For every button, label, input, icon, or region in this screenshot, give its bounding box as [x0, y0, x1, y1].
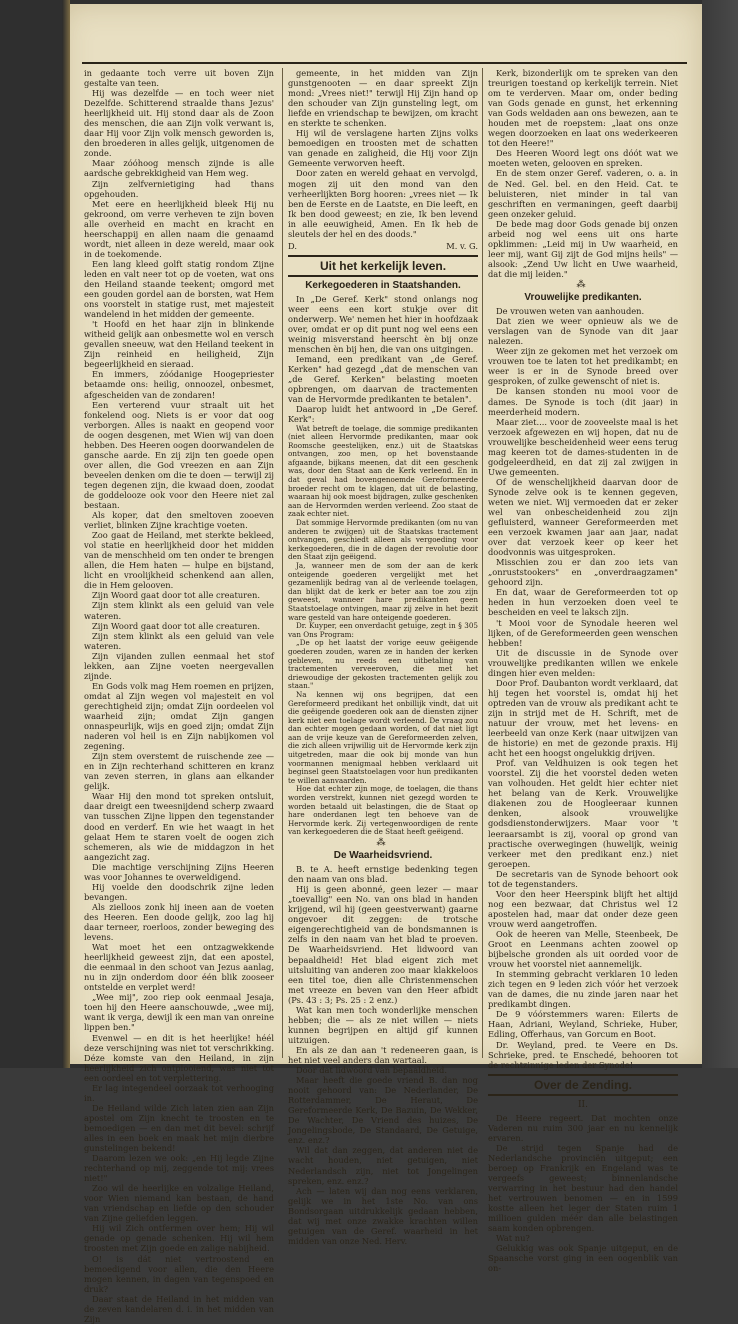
paragraph: Wat betreft de toelage, die sommige predikanten (niet alleen Hervormde predikanten, maar ook Roomsche geestelijken, enz.) uit de Staatskas ontvangen, zoo men, op het bovenstaande afgaande, bijkans meenen, dat dit een geschenk was, door den Staat aan de Kerk verleend. En in dat geval had bovengenoemde Gereformeerde broeder recht om te klagen, dat uit de belasting, waaraan hij ook moest bijdragen, zulke geschenken aan de Hervormden werden verleend. Zoo staat de zaak echter niet.: [288, 423, 478, 519]
paragraph: Na kennen wij ons begrijpen, dat een Gereformeerd predikant het onbillijk vindt, dat uit die geëigende goederen ook aan de diensten zijner kerk niet een toelage wordt verleend. De vraag zou dan echter mogen gedaan worden, of dat niet ligt aan de vrije keuze van de Gereformeerden zelven, die zich alleen vrijwillig uit de Hervormde kerk zijn uitgetreden, maar die ook bij monde van hun voormannen menigmaal hebben verklaard uit beginsel geen Staatstoelagen voor hun predikanten te willen aanvaarden.: [288, 689, 478, 785]
paragraph: En Gods volk mag Hem roemen en prijzen, omdat al Zijn wegen vol majesteit en vol gerechtigheid zijn; omdat Zijn oordeelen vol waarheid zijn; omdat Zijn gangen onnaspeurlijk, wijs en goed zijn; omdat Zijn naderen vol heil is en Zijn nabijkomen vol zegening.: [84, 680, 274, 752]
paragraph: 't Mooi voor de Synodale heeren wel lijken, of de Gereformeerden geen wenschen hebben!: [488, 617, 678, 648]
part-number: II.: [578, 1099, 588, 1110]
paragraph: Zoo wil de heerlijke en volzalige Heiland, voor Wien niemand kan bestaan, de hand van vriendschap en liefde op den schouder van Zijne geliefden leggen.: [84, 1183, 274, 1224]
paragraph: Door dat lidwoord van bepaaldheid.: [296, 1065, 447, 1076]
paragraph: „Wee mij", zoo riep ook eenmaal Jesaja, toen hij den Heere aanschouwde, „wee mij, want ik verga, dewijl ik een man van onreine lippen ben.": [84, 992, 274, 1033]
paragraph: Als koper, dat den smeltoven zooeven verliet, blinken Zijne krachtige voeten.: [84, 510, 274, 531]
paragraph: Dat sommige Hervormde predikanten (om nu van anderen te zwijgen) uit de Staatskas tractement ontvangen, geschiedt alleen als vergoeding voor kerkegoederen, die in de dagen der revolutie door den Staat zijn geëigend.: [288, 518, 478, 562]
paragraph: De bede mag door Gods genade bij onzen arbeid nog wel eens uit ons harte opklimmen: „Leid mij in Uw waarheid, en leer mij, want Gij zijt de God mijns heils" — alsook: „Zend Uw licht en Uwe waarheid, dat die mij leiden.": [488, 218, 678, 279]
section-divider: ⁂: [576, 279, 590, 290]
paragraph: Ja, wanneer men de som der aan de kerk onteigende goederen vergelijkt met het gezamenlijk bedrag van al de verleende toelagen, dan blijkt dat de kerk er beter aan toe zou zijn geweest, wanneer hare predikanten geen Staatstoelage ontvingen, maar zij zelve in het bezit ware gesteld van hare onteigende goederen.: [288, 561, 478, 622]
paragraph: En dat, waar de Gereformeerden tot op heden in hun verzoeken doen veel te bescheiden en veel te laksch zijn.: [488, 587, 678, 618]
paragraph: Weer zijn ze gekomen met het verzoek om vrouwen toe te laten tot het predikambt; en weer is er in de Synode breed over gesproken, of zulke gewenscht of niet is.: [488, 346, 678, 387]
paragraph: Wat kan men toch wonderlijke menschen hebben; die — als ze niet willen — niets kunnen begrijpen en altijd gif kunnen uitzuigen.: [288, 1004, 478, 1045]
paragraph: Zoo gaat de Heiland, met sterkte bekleed, vol statie en heerlijkheid door het midden van de menschheid om ten onder te brengen allen, die Hem haten — hulpe en bijstand, licht en vroolijkheid schenkend aan allen, die in Hem gelooven.: [84, 530, 274, 591]
column-1: [84, 68, 274, 1324]
paragraph: De strijd tegen Spanje had de Nederlandsche provinciën uitgeput; een beroep op Frankrijk en Engeland was te vergeefs geweest; binnenlandsche verwarring in het bestuur had den handel het vertrouwen benomen — en in 1599 kostte alleen het leger der Staten ruim 1 millioen gulden méér dan alle belastingen saam konden opbrengen.: [488, 1142, 678, 1234]
paragraph: Kerk, bizonderlijk om te spreken van den treurigen toestand op kerkelijk terrein. Niet om te verderven. Maar om, onder beding van Gods genade en gunst, het erkenning van Gods weldaden aan ons bewezen, aan te houden met de roepstem: „laat ons onze wegen doorzoeken en laat ons wederkeeren tot den Heere!": [488, 68, 678, 149]
paragraph: Maar heeft die goede vriend B. dan nog nooit gehoord van: De Nederlander, De Rotterdammer, De Heraut, De Gereformeerde Kerk, De Bazuin, De Wekker, De Wachter, De Vriend des huizes, De Jongelingsbode, De Standaard, De Getuige, enz. enz.?: [288, 1075, 478, 1146]
paragraph: Ach — laten wij dan nog eens verklaren, gelijk we in het 1ste No. van ons Bondsorgaan uitdrukkelijk gedaan hebben, dat wij met onze zwakke krachten willen getuigen van de Geref. waarheid in het midden van onze Ned. Herv.: [288, 1185, 478, 1246]
paragraph: B. te A. heeft ernstige bedenking tegen den naam van ons blad.: [288, 864, 478, 885]
paragraph: Zijn stem klinkt als een geluid van vele wateren.: [84, 600, 274, 621]
signature-line: [288, 241, 478, 251]
paragraph: Wat moet het een ontzagwekkende heerlijkheid geweest zijn, dat een apostel, die eenmaal in den schoot van Jezus aanlag, nu in zijn onderdom door één blik zooseer ontstelde en verplet werd!: [84, 942, 274, 993]
paragraph: Met eere en heerlijkheid bleek Hij nu gekroond, om verre verheven te zijn boven alle overheid en macht en kracht en heerschappij en allen naam die genaamd wordt, niet alleen in deze wereld, maar ook in de toekomende.: [84, 198, 274, 259]
paragraph: gemeente, in het midden van Zijn gunstgenooten — en daar spreekt Zijn mond: „Vrees niet!" terwijl Hij Zijn hand op den schouder van Zijn gunsteling legt, om liefde en vriendschap te bewijzen, om kracht en sterkte te schenken.: [288, 68, 478, 129]
paragraph: En als ze dan aan 't redeneeren gaan, is het niet veel anders dan wartaal.: [288, 1044, 478, 1065]
paragraph: Zijn Woord gaat door tot alle creaturen.: [92, 590, 261, 601]
paragraph: En immers, zóódanige Hoogepriester betaamde ons: heilig, onnoozel, onbesmet, afgescheiden van de zondaren!: [84, 369, 274, 400]
paragraph: Wat nu?: [496, 1233, 530, 1244]
paragraph: Dr. Kuyper, een onverdacht getuige, zegt in § 305 van Ons Program:: [288, 621, 478, 639]
paragraph: Zijn stem klinkt als een geluid van vele wateren.: [84, 630, 274, 651]
paragraph: Een lang kleed golft statig rondom Zijne leden en valt neer tot op de voeten, wat ons den Heiland staande teekent; omgord met een gouden gordel aan de borsten, wat Hem ons voorstelt in statige rust, met majesteit wandelend in het midden der gemeente.: [84, 258, 274, 320]
paragraph: Evenwel — en dit is het heerlijke! héél deze verschijning was niet tot verschrikking. Déze komste van den Heiland, in zijn heerlijkheid zich ontplooiend, was niet tot een oordeel en tot verplettering.: [84, 1032, 274, 1083]
paragraph: In „De Geref. Kerk" stond onlangs nog weer eens een kort stukje over dit onderwerp. We' nemen het hier in hoofdzaak over, omdat er op dit punt nog wel eens een weinig misverstand heerscht èn bij onze menschen èn bij hen, die van ons uitgingen.: [288, 293, 478, 355]
paragraph: Wil dat dan zeggen, dat anderen niet de wacht houden, niet getuigen, niet Nederlandsch zijn, niet tot Jongelingen spreken, enz. enz.?: [288, 1145, 478, 1186]
paragraph: Maar zóóhoog mensch zijnde is alle aardsche gebrekkigheid van Hem weg.: [84, 158, 274, 179]
article-heading: De Waarheidsvriend.: [333, 850, 433, 862]
paragraph: En de stem onzer Geref. vaderen, o. a. in de Ned. Gel. bel. en den Heid. Cat. te beluisteren, niet minder in tal van geschriften en vermaningen, geeft daarbij geen onzeker geluid.: [488, 168, 678, 219]
paragraph: Door zaten en wereld gehaat en vervolgd, mogen zij uit den mond van den verheerlijkten Borg hooren: „vrees niet — Ik ben de Eerste en de Laatste, en Die leeft, en Ik ben dood geweest; en zie, Ik ben levend in alle eeuwigheid, Amen. En Ik heb de sleutels der hel en des doods.": [288, 168, 478, 239]
paragraph: Hij wil Zich ontfermen over hem; Hij wil genade op genade schenken. Hij wil hem troosten met Zijn goede en zalige nabijheid.: [84, 1223, 274, 1254]
paragraph: Of de wenschelijkheid daarvan door de Synode zelve ook is te kennen gegeven, weten we niet. Wij vermoeden dat er zeker wel van onbescheidenheid zou zijn gefluisterd, wanneer Gereformeerden met een verzoek kwamen jaar aan jaar, nadat over dat verzoek keer op keer het doodvonnis was uitgesproken.: [488, 476, 678, 558]
article-heading: Kerkegoederen in Staatshanden.: [305, 279, 461, 291]
paragraph: Waar Hij den mond tot spreken ontsluit, daar dreigt een tweesnijdend scherp zwaard van tusschen Zijne lippen den tegenstander dood en verderf. En wie het waagt in het gelaat Hem te staren voelt de oogen zich schemeren, als wie de middagzon in het aangezicht zag.: [84, 791, 274, 862]
column-3: [488, 68, 678, 1274]
paragraph: Daarop luidt het antwoord in „De Geref. Kerk":: [288, 404, 478, 425]
paragraph: Zijn stem overstemt de ruischende zee — en in Zijn rechterhand schitteren en kranz van zeven sterren, in glans aan elkander gelijk.: [84, 751, 274, 792]
paragraph: Zijn vijanden zullen eenmaal het stof lekken, aan Zijne voeten neergevallen zijnde.: [84, 650, 274, 681]
paragraph: Zijn Woord gaat door tot alle creaturen.: [92, 620, 261, 631]
paragraph: Maar ziet.... voor de zooveelste maal is het verzoek afgewezen en wij hopen, dat nu de vrouwelijke bescheidenheid weer eens terug mag keeren tot de dames-studenten in de godgeleerdheid, en dat zij zal zwijgen in Uwe gemeenten.: [488, 416, 678, 477]
paragraph: Door Prof. Daubanton wordt verklaard, dat hij tegen het voorstel is, omdat hij het optreden van de vrouw als predikant acht te zijn in strijd met de H. Schrift, met de natuur der vrouw, met het levens- en leerbeeld van onze Kerk (naar uitwijzen van de historie) en met de gezonde praxis. Hij acht het een hoogst ongelukkig drijven.: [488, 677, 678, 759]
paragraph: Ook de heeren van Melle, Steenbeek, De Groot en Leenmans achten zoowel op bijbelsche gronden als uit oorded voor de vrouw het voorstel niet aannemelijk.: [488, 928, 678, 970]
paragraph: Een verterend vuur straalt uit het fonkelend oog. Niets is er voor dat oog verborgen. Alles is naakt en geopend voor de oogen desgenen, met Wien wij van doen hebben. Des Heeren oogen doorwandelen de gansche aarde. En zij zijn ten goede open over allen, die God vreezen en aan Zijn beveelen denken om die te doen — terwijl zij tegen degenen zijn, die kwaad doen, zoodat de goddelooze ook voor den Heere niet zal bestaan.: [84, 399, 274, 511]
paragraph: De kansen stonden nu mooi voor de dames. De Synode is toch (dit jaar) in meerderheid modern.: [488, 386, 678, 417]
paragraph: Zijn zelfvernietiging had thans opgehouden.: [84, 178, 274, 199]
paragraph: De secretaris van de Synode behoort ook tot de tegenstanders.: [488, 868, 678, 889]
paragraph: De Heiland wilde Zich laten zien aan Zijn apostel om Zijn knecht te troosten en te bemoedigen — en dan met dit bevel: schrijf alles in een boek en maak het mijn dierbre gunstelingen bekend!: [84, 1102, 274, 1154]
paragraph: Die machtige verschijning Zijns Heeren was voor Johannes te overweldigend.: [84, 861, 274, 882]
paragraph: Daar staat de Heiland in het midden van de zeven kandelaren d. i. in het midden van Zijn: [84, 1293, 274, 1324]
paragraph: In stemming gebracht verklaren 10 leden zich tegen en 9 leden zich vóór het verzoek van de dames, die nu zinde jaren naar het predikambt dingen.: [488, 969, 678, 1010]
signature-left: D.: [288, 240, 297, 251]
paragraph: in gedaante toch verre uit boven Zijn gestalte van teen.: [84, 68, 274, 89]
paragraph: Des Heeren Woord legt ons dóót wat we moeten weten, gelooven en spreken.: [488, 148, 678, 169]
paragraph: Uit de discussie in de Synode over vrouwelijke predikanten willen we enkele dingen hier even melden:: [488, 647, 678, 678]
paragraph: De vrouwen weten van aanhouden.: [496, 306, 645, 317]
paragraph: Hoe dat echter zijn moge, de toelagen, die thans worden verstrekt, kunnen niet gezegd worden te worden betaald uit belastingen, die de Staat op hare onderdanen legt ten behoeve van de Hervormde kerk. Zij vertegenwoordigen de rente van kerkegoederen die de Staat heeft geëigend.: [288, 784, 478, 837]
paragraph: Als zielloos zonk hij ineen aan de voeten des Heeren. Een doode gelijk, zoo lag hij daar terneer, roerloos, zonder beweging des levens.: [84, 901, 274, 943]
paragraph: De 9 vóórstemmers waren: Eilerts de Haan, Adriani, Weyland, Schrieke, Huber, Edling, Offerhaus, van Gorcum en Boot.: [488, 1009, 678, 1040]
paragraph: Hij is geen abonné, geen lezer — maar „toevallig" een No. van ons blad in handen krijgend, wil hij (geen geestverwant) gaarne ongevoer dit zeggen: de trotsche eigengerechtigheid van de bondsmannen is zelfs in den naam van het blad te proeven. De Waarheidsvriend. Het lidwoord van bepaaldheid! Het blad eigent zich met uitsluiting van anderen zoo maar klakkeloos een titel toe, dien alle Christenmenschen met vreeze en beven van den Heer afbidt (Ps. 43 : 3; Ps. 25 : 2 enz.): [288, 884, 478, 1005]
paragraph: Hij wil de verslagene harten Zijns volks bemoedigen en troosten met de schatten van genade en zaligheid, die Hij voor Zijn Gemeente verworven heeft.: [288, 128, 478, 169]
article-heading: Vrouwelijke predikanten.: [524, 292, 642, 304]
section-banner: Uit het kerkelijk leven.: [288, 255, 478, 277]
paragraph: Hij was dezelfde — en toch weer niet Dezelfde. Schitterend straalde thans Jezus' heerlijkheid uit. Hij stond daar als de Zoon des menschen, die aan Zijn volk verwant is, daar Hij voor Zijn volk mensch geworden is, den broederen in alles gelijk, uitgenomen de zonde.: [84, 88, 274, 159]
column-separator: [482, 68, 483, 1058]
signature-right: M. v. G.: [446, 240, 478, 251]
section-banner: Over de Zending.: [488, 1074, 678, 1096]
paragraph: Gelukkig was ook Spanje uitgeput, en de Spaansche vorst ging in een oogenblik van on-: [488, 1243, 678, 1274]
paragraph: De Heere regeert. Dat mochten onze Vaderen nu ruim 300 jaar en nu kennelijk ervaren.: [488, 1112, 678, 1143]
paragraph: Daarom lezen we ook: „en Hij legde Zijne rechterhand op mij, zeggende tot mij: vrees niet!": [84, 1153, 274, 1184]
binding-edge: [62, 0, 70, 1068]
paragraph: 't Hoofd en het haar zijn in blinkende witheid gelijk aan onbesmette wol en versch gevallen sneeuw, wat den Heiland teekent in Zijn reinheid en heiligheid, Zijn begeerlijkheid en sieraad.: [84, 319, 274, 370]
paragraph: Er lag integendeel oorzaak tot verhooging in.: [84, 1082, 274, 1103]
column-2: [288, 68, 478, 1246]
paragraph: Misschien zou er dan zoo iets van „onruststookers" en „onverdraagzamen" gehoord zijn.: [488, 557, 678, 588]
paragraph: O! is dát niet vertroostend en bemoedigend voor allen, die den Heere mogen kennen, in dagen van tegenspoed en druk?: [84, 1253, 274, 1294]
paragraph: Hij voelde den doodschrik zijne leden bevangen.: [84, 881, 274, 902]
paragraph: Iemand, een predikant van „de Geref. Kerken" had gezegd „dat de menschen van „de Geref. Kerken" belasting moeten opbrengen, om daarvan de tractementen van de Hervormde predikanten te betalen".: [288, 354, 478, 405]
paragraph: Dat zien we weer opnieuw als we de verslagen van de Synode van dit jaar nalezen.: [488, 316, 678, 347]
section-divider: ⁂: [376, 838, 390, 848]
paragraph: Dr. Weyland, pred. te Veere en Ds. Schrieke, pred. te Enschedé, behooren tot de rechtzinnige leden der Synode!: [488, 1039, 678, 1070]
paragraph: Voor den heer Heerspink blijft het altijd nog een bezwaar, dat Christus wel 12 apostelen had, maar dat onder deze geen vrouw werd aangetroffen.: [488, 888, 678, 929]
header-rule: [82, 62, 687, 64]
paragraph: „De op het laatst der vorige eeuw geëigende goederen zouden, waren ze in handen der kerken gebleven, nu reeds een uitbetaling van tractementen verveeroven, die met het driewoudige der gekosten tractementen gelijk zou staan.": [288, 638, 478, 691]
page-edge-shadow: [702, 0, 738, 1068]
column-separator: [282, 68, 283, 1058]
paragraph: Prof. van Veldhuizen is ook tegen het voorstel. Zij die het voorstel deden weten van volhouden. Het geldt hier echter niet het belang van de Kerk. Vrouwelijke diakenen zou de Hoogleeraar kunnen denken, alsook vrouwelijke godsdienstonderwijzers. Maar voor 't leeraarsambt is zij, vooral op grond van practische overwegingen (huwelijk, weinig verkeer met den predikant enz.) niet geroepen.: [488, 758, 678, 869]
